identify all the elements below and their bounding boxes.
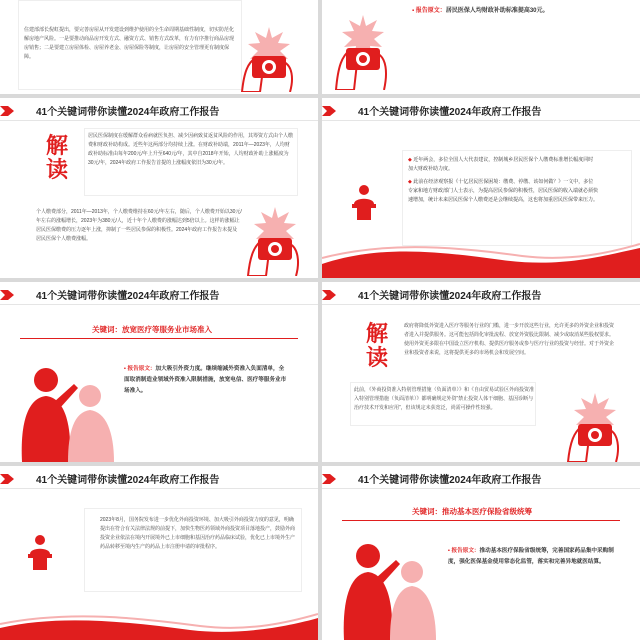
report-quote-text: 推动基本医疗保险省级统筹，完善国家药品集中采购制度，强化医保基金使用常态化监管，落实和完善异地就医结算。 [448,548,614,565]
bullet-1: ◆ 近年两会，多位全国人大代表建议，控制城乡居民医保个人缴费标准增长幅度同时加大财政补助力度。 [408,157,594,172]
speaker-podium-icon [20,532,60,572]
paragraph-2: 此前，《外商投资准入特别管理措施（负面清单）》和《自由贸易试验区外商投资准入特别管理措施（负面清单）》都明确规定外资“禁止投资人体干细胞、基因诊断与治疗技术开发和应用”，但该规定未获宽泛，尚需可操作性较强。 [354,387,535,411]
slide-1 [0,0,318,94]
slide-header [322,466,640,490]
report-quote-text: 居民医保人均财政补助标准提高30元。 [445,8,549,14]
people-silhouette-icon [336,538,446,640]
slide-header [322,98,640,122]
keyword-title: 关键词：放宽医疗等服务业市场准入 [92,325,212,334]
slide-title: 41个关键词带你读懂2024年政府工作报告 [36,291,220,302]
paragraph-1: 政府将降低外资进入医疗等服务行业的门槛，进一步开放这些行业，允许更多的外资企业和投资者进入并提供服务。这可能包括简化审批流程、放宽外资股比限制、减少或取消某些股权要求。使用外资更多限在中国设立医疗机构、提供医疗服务或参与医疗行业的投资与经营。对于外资企业和投资者来说，这将提供更多的市场机会和发展空间。 [404,323,615,356]
camera-hand-icon [240,204,310,276]
bullet-1-text: 近年两会，多位全国人大代表建议，控制城乡居民医保个人缴费标准增长幅度同时加大财政补助力度。 [408,157,594,172]
arrow-right-icon [322,472,336,486]
slide-header [0,282,318,306]
people-silhouette-icon [14,362,124,462]
arrow-right-icon [0,472,14,486]
camera-hand-icon [328,10,398,90]
report-quote-tag: 报告原文： [415,8,446,14]
camera-hand-icon [234,22,304,92]
speaker-podium-icon [344,182,384,222]
arrow-right-icon [0,288,14,302]
slide-header [0,98,318,122]
jiedu-label: 解读 [366,321,389,371]
slide-header [322,282,640,306]
slide-title: 41个关键词带你读懂2024年政府工作报告 [36,475,220,486]
report-quote: ▪ 报告原文：推动基本医疗保险省级统筹，完善国家药品集中采购制度，强化医保基金使用常态化监管，落实和完善异地就医结算。 [448,548,614,565]
keyword-underline [342,520,620,521]
slide-4 [322,98,640,278]
paragraph-1: 2023年8月，国务院发布进一步优化外商投资环境、加大吸引外商投资力度的意见，明确提出在符合有关法律法规的前提下，加快生物医药领域外商投资项目落地投产，鼓励外商投资企业依法在境内开展境外已上市细胞和基因治疗药品临床试验，优化已上市境外生产药品转移至境内生产的药品上市注册申请的审批程序。 [100,517,296,550]
slide-6 [322,282,640,462]
slide-title: 41个关键词带你读懂2024年政府工作报告 [358,107,542,118]
slide-2 [322,0,640,94]
report-quote-text: 加大吸引外资力度。继续缩减外资准入负面清单，全面取消制造业领域外资准入限制措施，放宽电信、医疗等服务业市场准入。 [124,366,287,394]
slide-8 [322,466,640,640]
arrow-right-icon [322,104,336,118]
bullet-2-text: 此前在经济观察报《十亿居民医保困境：缴费、停缴、该如何做？》一文中，多位专家和地方财政部门人士表示，为提高居民参保的积极性，居民医保的收入端就必须快速增加，统计未来居民医保个人缴费还是会继续提高，这也将加重居民医保带来压力。 [408,179,599,203]
keyword-underline [20,338,298,339]
report-quote: ▪ 报告原文：居民医保人均财政补助标准提高30元。 [412,8,549,14]
slide-title: 41个关键词带你读懂2024年政府工作报告 [36,107,220,118]
red-wave-decoration [322,238,640,278]
slide-1-text: 住建部部长倪虹提出，要完善房屋从开发建设到维护使用的全生命周期基础性制度，切实防范化解房地产风险。一是要推动商品房开发方式、融资方式、销售方式改革，有力有序推行商品房现房销售；二是要建立房屋体检、房屋养老金、房屋保险等制度，让房屋的安全管理更有制度保障。 [24,27,235,60]
slide-3 [0,98,318,278]
keyword-title: 关键词：推动基本医疗保险省级统筹 [412,507,532,516]
slide-title: 41个关键词带你读懂2024年政府工作报告 [358,475,542,486]
arrow-right-icon [0,104,14,118]
camera-hand-icon [560,390,630,462]
paragraph-2: 个人缴费部分，2011年—2013年，个人缴费维持在60元/年左右，随后，个人缴费开始以30元/年左右的涨幅增长，2023年为380元/人，近十年个人缴费的涨幅达到5倍以上。这样的涨幅让居民医保缴费的压力逐年上涨，抑制了一些居民参保的积极性。2024年政府工作报告未提及居民医保个人缴费涨幅。 [36,209,242,242]
report-quote-tag: 报告原文： [127,366,156,372]
arrow-right-icon [322,288,336,302]
slide-7 [0,466,318,640]
report-quote: ▪ 报告原文：加大吸引外资力度。继续缩减外资准入负面清单，全面取消制造业领域外资准入限制措施，放宽电信、医疗等服务业市场准入。 [124,366,287,394]
report-quote-tag: 报告原文： [451,548,480,554]
slide-title: 41个关键词带你读懂2024年政府工作报告 [358,291,542,302]
bullet-2: ◆ 此前在经济观察报《十亿居民医保困境：缴费、停缴、该如何做？》一文中，多位专家和地方财政部门人士表示，为提高居民参保的积极性，居民医保的收入端就必须快速增加，统计未来居民医保个人缴费还是会继续提高，这也将加重居民医保带来压力。 [408,179,599,203]
slide-header [0,466,318,490]
paragraph-1: 居民医保制度在缓解群众看病就医负担、减少因病致贫返贫风险的作用，其筹资方式由个人缴费和财政补助构成。近些年这两部分均持续上涨。在财政补助端，2011年—2023年，人均财政补助标准由每年200元/年上升至640元/年，其中自2018年开始，人均财政补助上涨幅度为30元/年，2024年政府工作报告首提的上涨幅度依旧为30元/年。 [88,133,294,166]
red-wave-decoration [0,610,318,640]
slide-5 [0,282,318,462]
jiedu-label: 解读 [46,133,69,183]
